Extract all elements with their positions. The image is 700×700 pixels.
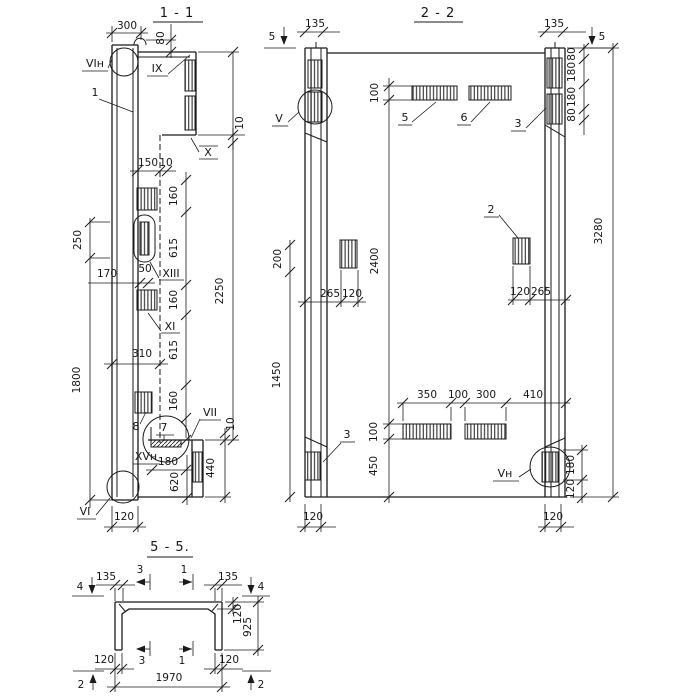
dim-120: 120 (218, 654, 240, 666)
label-V: V (275, 112, 283, 125)
cut-mark-5: 5 (598, 31, 606, 43)
section-5-5-dimensions (72, 564, 271, 692)
label-5: 5 (401, 111, 409, 124)
dim-10: 10 (234, 116, 246, 130)
dim-120: 120 (341, 288, 363, 300)
label-IX: IX (151, 62, 163, 75)
embedded-channel (547, 58, 562, 88)
label-3: 3 (514, 117, 522, 130)
cut-mark-4: 4 (257, 581, 265, 593)
trace-mark-3: 3 (138, 655, 146, 667)
embedded-plate (340, 240, 357, 268)
embedded-plate (513, 238, 530, 264)
dim-180: 180 (566, 86, 578, 108)
label-XVn: XVн (134, 450, 158, 463)
label-Vn: Vн (497, 467, 513, 480)
dim-310: 310 (131, 348, 153, 360)
dim-180: 180 (565, 454, 577, 476)
label-VIn: VIн (86, 57, 104, 70)
section-2-2 (264, 6, 619, 532)
embedded-channel (185, 60, 195, 91)
dim-250: 250 (72, 229, 84, 251)
dim-410: 410 (522, 389, 544, 401)
lifting-loop (134, 38, 146, 45)
cut-mark-2: 2 (257, 679, 265, 691)
embedded-bar (403, 424, 451, 439)
dim-135: 135 (543, 18, 565, 30)
dim-450: 450 (368, 455, 380, 477)
label-VII: VII (202, 406, 218, 419)
embedded-channel (185, 96, 195, 130)
section-1-1-labels (77, 55, 221, 519)
dim-180: 180 (566, 61, 578, 83)
channel-cross-section (115, 602, 222, 650)
trace-mark-1: 1 (180, 564, 188, 576)
dim-1450: 1450 (271, 361, 283, 389)
dim-10: 10 (159, 157, 173, 169)
embedded-channel (193, 452, 202, 482)
dim-10: 10 (225, 417, 237, 431)
detail-circle-VIn (110, 48, 138, 76)
dim-120: 120 (565, 478, 577, 500)
dim-135: 135 (304, 18, 326, 30)
dim-120: 120 (542, 511, 564, 523)
dim-180: 180 (157, 456, 179, 468)
dim-80: 80 (566, 47, 578, 61)
dim-1970: 1970 (155, 672, 183, 684)
trace-mark-3: 3 (136, 564, 144, 576)
label-VI: VI (79, 505, 91, 518)
embedded-strip (151, 440, 181, 447)
dim-120: 120 (232, 603, 244, 625)
dim-300: 300 (116, 20, 138, 32)
embedded-plate (135, 392, 152, 413)
label-X: X (204, 146, 212, 159)
embedded-channel (308, 60, 322, 88)
dim-615: 615 (168, 237, 180, 259)
dim-135: 135 (95, 571, 117, 583)
trace-mark-1: 1 (178, 655, 186, 667)
dim-150: 150 (137, 157, 159, 169)
dim-160: 160 (168, 185, 180, 207)
dim-160: 160 (168, 289, 180, 311)
embedded-bar (469, 86, 511, 100)
dim-120: 120 (93, 654, 115, 666)
dim-170: 170 (96, 268, 118, 280)
panel-plan (298, 42, 570, 497)
cut-mark-5: 5 (268, 31, 276, 43)
dim-620: 620 (169, 471, 181, 493)
dim-2250: 2250 (214, 277, 226, 305)
section-title: 2 - 2 (420, 6, 456, 21)
dim-80: 80 (566, 108, 578, 122)
dim-120: 120 (509, 286, 531, 298)
label-3: 3 (343, 428, 351, 441)
dim-100: 100 (368, 421, 380, 443)
section-1-1 (71, 6, 246, 532)
dim-265: 265 (319, 288, 341, 300)
dim-1800: 1800 (71, 366, 83, 394)
dim-50: 50 (138, 263, 152, 275)
embedded-bar (412, 86, 457, 100)
embedded-channel (308, 92, 322, 122)
dim-100: 100 (447, 389, 469, 401)
dim-925: 925 (242, 616, 254, 638)
label-7: 7 (160, 421, 168, 434)
cut-mark-2: 2 (77, 679, 85, 691)
label-2: 2 (487, 203, 495, 216)
label-XIII: XIII (162, 267, 180, 280)
label-8: 8 (132, 420, 140, 433)
dim-3280: 3280 (593, 217, 605, 245)
dim-440: 440 (205, 457, 217, 479)
dim-350: 350 (416, 389, 438, 401)
section-title: 1 - 1 (159, 6, 195, 21)
dim-2400: 2400 (369, 247, 381, 275)
label-1: 1 (91, 86, 99, 99)
dim-135: 135 (217, 571, 239, 583)
embedded-channel (305, 452, 320, 480)
cut-mark-4: 4 (76, 581, 84, 593)
dim-265: 265 (530, 286, 552, 298)
embedded-plate (137, 188, 157, 210)
embedded-bar (465, 424, 506, 439)
dim-80: 80 (155, 31, 167, 45)
embedded-plate (137, 290, 157, 310)
dim-120: 120 (113, 511, 135, 523)
slot-anchor (140, 222, 149, 255)
dim-160: 160 (168, 390, 180, 412)
dim-300: 300 (475, 389, 497, 401)
label-6: 6 (460, 111, 468, 124)
section-5-5 (72, 540, 271, 692)
dim-100: 100 (369, 82, 381, 104)
dim-120: 120 (302, 511, 324, 523)
dim-615: 615 (168, 339, 180, 361)
embedded-channel (542, 452, 558, 482)
section-title: 5 - 5. (150, 540, 190, 555)
dim-200: 200 (272, 248, 284, 270)
embedded-channel (547, 94, 562, 124)
label-XI: XI (164, 320, 176, 333)
